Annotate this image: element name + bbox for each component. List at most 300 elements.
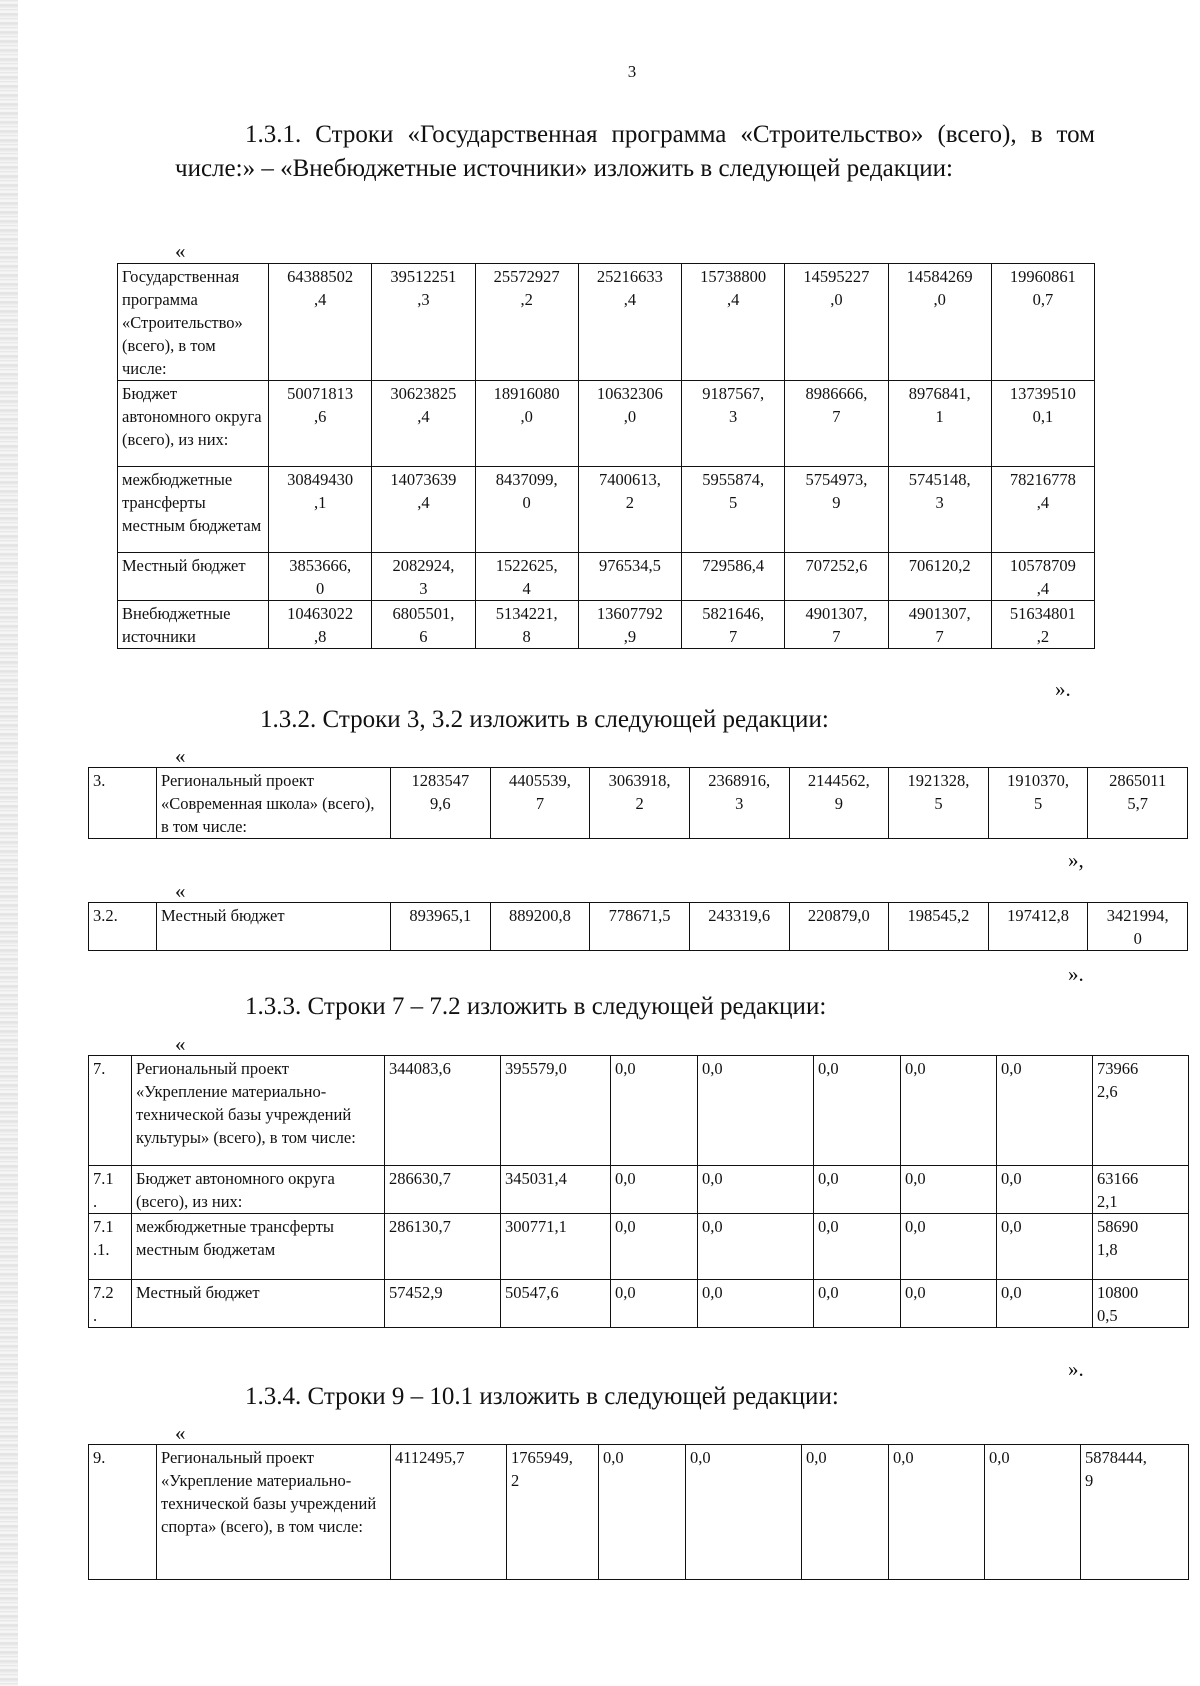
value-cell (507, 1445, 599, 1580)
value-cell-line: 889200,8 (509, 906, 571, 925)
value-cell (682, 601, 785, 649)
row-label-cell-line: межбюджетные трансферты местным бюджетам (122, 470, 262, 535)
value-cell-line: 30623825 (390, 384, 457, 403)
value-cell-line: 15738800 (700, 267, 767, 286)
value-cell (991, 553, 1094, 601)
value-cell-line: 1,8 (1097, 1240, 1118, 1259)
value-cell-line: 4901307, (908, 604, 971, 623)
value-cell-line: 197412,8 (1007, 906, 1069, 925)
value-cell-line: 0,0 (615, 1059, 636, 1078)
value-cell-line: 0,0 (615, 1217, 636, 1236)
value-cell-line: 5,7 (1127, 794, 1148, 813)
value-cell (578, 467, 681, 553)
value-cell-line: 1765949, (511, 1448, 573, 1467)
value-cell (269, 264, 372, 381)
row-label-cell (157, 768, 391, 839)
value-cell (698, 1056, 814, 1166)
value-cell-line: 893965,1 (409, 906, 472, 925)
row-label-cell (118, 553, 269, 601)
value-cell-line: ,8 (313, 627, 327, 646)
value-cell (611, 1166, 698, 1214)
value-cell (785, 553, 888, 601)
value-cell (590, 903, 690, 951)
value-cell-line: ,3 (417, 290, 430, 309)
row-label-cell-line: Бюджет автономного округа (всего), из них: (122, 384, 262, 449)
table-row (118, 381, 1095, 467)
value-cell-line: 9 (832, 493, 841, 512)
value-cell-line: 1910370, (1007, 771, 1069, 790)
row-label-cell (132, 1166, 385, 1214)
table-1-3-1 (117, 263, 1095, 649)
value-cell (785, 381, 888, 467)
value-cell-line: ,0 (830, 290, 843, 309)
value-cell (785, 264, 888, 381)
value-cell (385, 1280, 501, 1328)
row-label-cell (118, 264, 269, 381)
value-cell-line: 8 (522, 627, 531, 646)
row-number-cell (89, 768, 157, 839)
value-cell-line: 0,0 (690, 1448, 711, 1467)
value-cell (372, 601, 475, 649)
page-number: 3 (627, 62, 637, 81)
value-cell (991, 381, 1094, 467)
table-row (89, 1445, 1189, 1580)
value-cell-line: 30849430 (287, 470, 354, 489)
value-cell (590, 768, 690, 839)
value-cell (888, 264, 991, 381)
value-cell-line: 8986666, (805, 384, 868, 403)
table-row (118, 467, 1095, 553)
value-cell (997, 1056, 1093, 1166)
value-cell (682, 467, 785, 553)
table-1-3-2-b-body (89, 903, 1188, 951)
value-cell-line: 4112495,7 (395, 1448, 465, 1467)
value-cell-line: 344083,6 (389, 1059, 451, 1078)
row-label-cell (132, 1280, 385, 1328)
value-cell (611, 1056, 698, 1166)
value-cell-line: 0,0 (989, 1448, 1010, 1467)
value-cell-line: ,1 (313, 493, 327, 512)
value-cell-line: 2 (625, 493, 634, 512)
heading-1-3-1: 1.3.1. Строки «Государственная программа «Строительство» (всего), в том числе:» – «Внебюджетные источники» изложить в следующей редакции: (175, 121, 1095, 182)
value-cell-line: 1 (935, 407, 944, 426)
value-cell-line: ,4 (726, 290, 740, 309)
value-cell-line: 1921328, (907, 771, 970, 790)
value-cell-line: 6 (419, 627, 428, 646)
table-1-3-4 (88, 1444, 1189, 1580)
value-cell-line: 14584269 (906, 267, 973, 286)
value-cell-line: 0,0 (905, 1169, 926, 1188)
value-cell-line: 220879,0 (807, 906, 870, 925)
value-cell-line: 9 (1085, 1471, 1094, 1490)
table-1-3-3 (88, 1055, 1189, 1328)
table-row (89, 1056, 1189, 1166)
value-cell-line: 706120,2 (908, 556, 971, 575)
value-cell-line: 57452,9 (389, 1283, 443, 1302)
table-1-3-2-b (88, 902, 1188, 951)
row-label-cell (157, 903, 391, 951)
value-cell-line: ,4 (313, 290, 327, 309)
row-number-cell-line: 7.1 (93, 1169, 114, 1188)
table-row (89, 903, 1188, 951)
value-cell-line: 73966 (1097, 1059, 1139, 1078)
value-cell (578, 381, 681, 467)
value-cell (1081, 1445, 1189, 1580)
row-number-cell-line: 7.1 (93, 1217, 114, 1236)
value-cell (1093, 1214, 1189, 1280)
value-cell (490, 903, 590, 951)
value-cell-line: 7400613, (598, 470, 661, 489)
value-cell-line: 3 (419, 579, 428, 598)
value-cell (682, 381, 785, 467)
value-cell (901, 1214, 997, 1280)
row-label-cell (118, 467, 269, 553)
value-cell (611, 1214, 698, 1280)
value-cell-line: 5878444, (1085, 1448, 1147, 1467)
value-cell (789, 903, 889, 951)
value-cell-line: 8437099, (495, 470, 558, 489)
value-cell (785, 601, 888, 649)
value-cell-line: 39512251 (390, 267, 457, 286)
value-cell (385, 1056, 501, 1166)
value-cell-line: ,9 (623, 627, 637, 646)
value-cell-line: 0,0 (806, 1448, 827, 1467)
value-cell (1093, 1280, 1189, 1328)
value-cell-line: 13739510 (1009, 384, 1076, 403)
row-number-cell-line: 3. (93, 771, 106, 790)
close-quote-1-3-2a: », (1068, 848, 1084, 872)
value-cell (789, 768, 889, 839)
row-label-cell (118, 601, 269, 649)
row-label-cell-line: Местный бюджет (161, 906, 285, 925)
value-cell-line: 0 (1133, 929, 1142, 948)
value-cell (682, 553, 785, 601)
value-cell (1088, 903, 1188, 951)
value-cell-line: 5 (729, 493, 738, 512)
value-cell-line: 50071813 (287, 384, 354, 403)
row-number-cell-line: 3.2. (93, 906, 118, 925)
table-row (89, 1280, 1189, 1328)
row-number-cell (89, 1166, 132, 1214)
value-cell-line: ,4 (1036, 579, 1050, 598)
value-cell (391, 768, 491, 839)
value-cell (689, 903, 789, 951)
heading-1-3-3: 1.3.3. Строки 7 – 7.2 изложить в следующей редакции: (245, 993, 827, 1020)
value-cell (901, 1166, 997, 1214)
value-cell-line: 1522625, (495, 556, 558, 575)
value-cell-line: 5821646, (702, 604, 765, 623)
table-1-3-2-a-body (89, 768, 1188, 839)
value-cell-line: 14073639 (390, 470, 457, 489)
value-cell-line: 345031,4 (505, 1169, 567, 1188)
value-cell (988, 768, 1088, 839)
value-cell-line: 2144562, (807, 771, 870, 790)
value-cell (475, 264, 578, 381)
value-cell-line: ,4 (417, 493, 430, 512)
value-cell-line: 0,0 (1001, 1059, 1022, 1078)
table-row (89, 768, 1188, 839)
value-cell-line: ,2 (1036, 627, 1050, 646)
value-cell (372, 553, 475, 601)
value-cell (578, 553, 681, 601)
value-cell (991, 467, 1094, 553)
value-cell (802, 1445, 889, 1580)
value-cell-line: 0,5 (1097, 1306, 1118, 1325)
value-cell-line: 0,0 (603, 1448, 624, 1467)
value-cell (269, 553, 372, 601)
value-cell-line: 243319,6 (708, 906, 771, 925)
value-cell (269, 381, 372, 467)
row-number-cell (89, 903, 157, 951)
table-row (89, 1166, 1189, 1214)
value-cell-line: 3 (729, 407, 738, 426)
open-quote-1-3-2b: « (175, 879, 186, 903)
row-label-cell-line: Местный бюджет (136, 1283, 260, 1302)
value-cell-line: ,4 (417, 407, 430, 426)
value-cell (888, 553, 991, 601)
value-cell-line: 0,0 (615, 1283, 636, 1302)
value-cell (501, 1166, 611, 1214)
value-cell (501, 1214, 611, 1280)
value-cell (391, 903, 491, 951)
value-cell-line: 5745148, (908, 470, 971, 489)
value-cell-line: 7 (935, 627, 944, 646)
value-cell (391, 1445, 507, 1580)
value-cell (991, 601, 1094, 649)
value-cell-line: 50547,6 (505, 1283, 559, 1302)
value-cell (475, 553, 578, 601)
value-cell-line: 64388502 (287, 267, 354, 286)
value-cell (814, 1056, 901, 1166)
value-cell-line: 2368916, (708, 771, 771, 790)
value-cell (901, 1056, 997, 1166)
value-cell (1093, 1166, 1189, 1214)
value-cell (901, 1280, 997, 1328)
value-cell (372, 467, 475, 553)
value-cell-line: 9,6 (430, 794, 451, 813)
row-label-cell (118, 381, 269, 467)
row-label-cell (132, 1214, 385, 1280)
close-quote-1-3-1: ». (1055, 677, 1071, 701)
value-cell (682, 264, 785, 381)
row-label-cell-line: межбюджетные трансферты местным бюджетам (136, 1217, 334, 1259)
value-cell (1088, 768, 1188, 839)
row-label-cell-line: Местный бюджет (122, 556, 246, 575)
table-row (118, 601, 1095, 649)
row-number-cell (89, 1280, 132, 1328)
value-cell-line: 51634801 (1009, 604, 1076, 623)
value-cell-line: 3 (935, 493, 944, 512)
value-cell-line: 0,0 (1001, 1283, 1022, 1302)
value-cell (490, 768, 590, 839)
value-cell-line: 0,0 (818, 1059, 839, 1078)
value-cell-line: 707252,6 (805, 556, 868, 575)
value-cell (578, 601, 681, 649)
value-cell (698, 1280, 814, 1328)
value-cell (611, 1280, 698, 1328)
value-cell-line: 2865011 (1109, 771, 1167, 790)
row-number-cell (89, 1214, 132, 1280)
value-cell-line: ,0 (933, 290, 946, 309)
value-cell-line: 0,0 (1001, 1169, 1022, 1188)
value-cell-line: 7 (832, 627, 841, 646)
value-cell-line: ,4 (623, 290, 637, 309)
value-cell-line: 25216633 (596, 267, 663, 286)
value-cell-line: ,0 (623, 407, 637, 426)
value-cell-line: 0,0 (702, 1283, 723, 1302)
row-label-cell (157, 1445, 391, 1580)
value-cell-line: 0,7 (1032, 290, 1054, 309)
value-cell (889, 768, 989, 839)
value-cell (997, 1214, 1093, 1280)
value-cell-line: 300771,1 (505, 1217, 567, 1236)
value-cell-line: 10463022 (287, 604, 354, 623)
value-cell-line: 286630,7 (389, 1169, 451, 1188)
value-cell-line: 5 (1033, 794, 1043, 813)
value-cell (269, 601, 372, 649)
row-number-cell-line: 9. (93, 1448, 106, 1467)
value-cell (814, 1280, 901, 1328)
value-cell (889, 1445, 985, 1580)
value-cell-line: 5134221, (495, 604, 558, 623)
value-cell-line: 0,0 (702, 1169, 723, 1188)
value-cell (997, 1280, 1093, 1328)
value-cell (889, 903, 989, 951)
table-1-3-2-a (88, 767, 1188, 839)
table-row (118, 264, 1095, 381)
table-1-3-4-body (89, 1445, 1189, 1580)
value-cell-line: 6805501, (392, 604, 455, 623)
value-cell-line: 0,0 (702, 1217, 723, 1236)
value-cell-line: 7 (832, 407, 841, 426)
value-cell-line: 778671,5 (608, 906, 671, 925)
value-cell-line: 0,0 (1001, 1217, 1022, 1236)
value-cell (578, 264, 681, 381)
value-cell-line: 2 (511, 1471, 520, 1490)
value-cell (475, 381, 578, 467)
row-label-cell-line: Региональный проект «Укрепление материально-технической базы учреждений культуры» (всего), в том числе: (136, 1059, 356, 1147)
value-cell-line: 3421994, (1106, 906, 1169, 925)
value-cell-line: 395579,0 (505, 1059, 567, 1078)
value-cell-line: 0,0 (702, 1059, 723, 1078)
value-cell-line: 58690 (1097, 1217, 1139, 1236)
value-cell-line: 2082924, (392, 556, 455, 575)
value-cell (988, 903, 1088, 951)
value-cell (1093, 1056, 1189, 1166)
value-cell-line: 25572927 (493, 267, 560, 286)
row-number-cell (89, 1056, 132, 1166)
value-cell-line: 4 (522, 579, 531, 598)
value-cell-line: 729586,4 (702, 556, 765, 575)
value-cell (372, 264, 475, 381)
row-label-cell (132, 1056, 385, 1166)
table-row (89, 1214, 1189, 1280)
open-quote-1-3-1: « (175, 239, 186, 263)
row-number-cell-line: . (93, 1192, 98, 1211)
value-cell-line: 0,0 (893, 1448, 914, 1467)
value-cell-line: 18916080 (493, 384, 560, 403)
value-cell (501, 1280, 611, 1328)
open-quote-1-3-3: « (175, 1032, 186, 1056)
value-cell (475, 467, 578, 553)
value-cell (385, 1214, 501, 1280)
value-cell (269, 467, 372, 553)
value-cell-line: 286130,7 (389, 1217, 451, 1236)
value-cell-line: 976534,5 (598, 556, 661, 575)
value-cell-line: 10578709 (1009, 556, 1076, 575)
value-cell-line: ,2 (520, 290, 533, 309)
row-number-cell-line: 7. (93, 1059, 106, 1078)
row-number-cell-line: 7.2 (93, 1283, 114, 1302)
value-cell (888, 381, 991, 467)
value-cell-line: 3063918, (608, 771, 671, 790)
value-cell-line: 4405539, (509, 771, 571, 790)
value-cell-line: 0 (522, 493, 531, 512)
value-cell-line: 10632306 (596, 384, 663, 403)
value-cell-line: 7 (729, 627, 738, 646)
value-cell-line: 2,6 (1097, 1082, 1118, 1101)
value-cell-line: 19960861 (1009, 267, 1076, 286)
value-cell-line: 0,0 (818, 1283, 839, 1302)
value-cell-line: 14595227 (803, 267, 870, 286)
value-cell-line: 10800 (1097, 1283, 1139, 1302)
value-cell (385, 1166, 501, 1214)
value-cell (372, 381, 475, 467)
value-cell (814, 1214, 901, 1280)
row-label-cell-line: Региональный проект «Современная школа» (всего), в том числе: (161, 771, 375, 836)
table-1-3-1-body (118, 264, 1095, 649)
value-cell-line: 7 (535, 794, 545, 813)
value-cell-line: 0,0 (615, 1169, 636, 1188)
row-number-cell-line: . (93, 1306, 98, 1325)
value-cell-line: 0,0 (905, 1059, 926, 1078)
close-quote-1-3-2b: ». (1068, 962, 1084, 986)
value-cell-line: 0,0 (905, 1217, 926, 1236)
value-cell-line: 2,1 (1097, 1192, 1118, 1211)
value-cell-line: 0,0 (905, 1283, 926, 1302)
row-number-cell (89, 1445, 157, 1580)
open-quote-1-3-2a: « (175, 744, 186, 768)
value-cell (686, 1445, 802, 1580)
value-cell-line: 9187567, (702, 384, 765, 403)
scan-edge (0, 0, 18, 1686)
value-cell-line: 5754973, (805, 470, 868, 489)
value-cell (991, 264, 1094, 381)
value-cell-line: 5955874, (702, 470, 765, 489)
value-cell-line: 3 (735, 794, 744, 813)
row-label-cell-line: Государственная программа «Строительство» (всего), в том числе: (122, 267, 243, 378)
value-cell-line: 1283547 (411, 771, 470, 790)
value-cell-line: 2 (635, 794, 644, 813)
value-cell (888, 601, 991, 649)
value-cell-line: ,6 (313, 407, 327, 426)
value-cell (997, 1166, 1093, 1214)
value-cell-line: 198545,2 (907, 906, 970, 925)
value-cell-line: ,0 (520, 407, 533, 426)
open-quote-1-3-4: « (175, 1421, 186, 1445)
value-cell (985, 1445, 1081, 1580)
value-cell-line: 78216778 (1009, 470, 1076, 489)
value-cell (814, 1166, 901, 1214)
value-cell-line: 0,0 (818, 1169, 839, 1188)
value-cell (501, 1056, 611, 1166)
value-cell (599, 1445, 686, 1580)
value-cell-line: 5 (934, 794, 943, 813)
value-cell-line: 4901307, (805, 604, 868, 623)
value-cell-line: 9 (834, 794, 843, 813)
value-cell-line: 63166 (1097, 1169, 1139, 1188)
value-cell-line: 3853666, (289, 556, 352, 575)
